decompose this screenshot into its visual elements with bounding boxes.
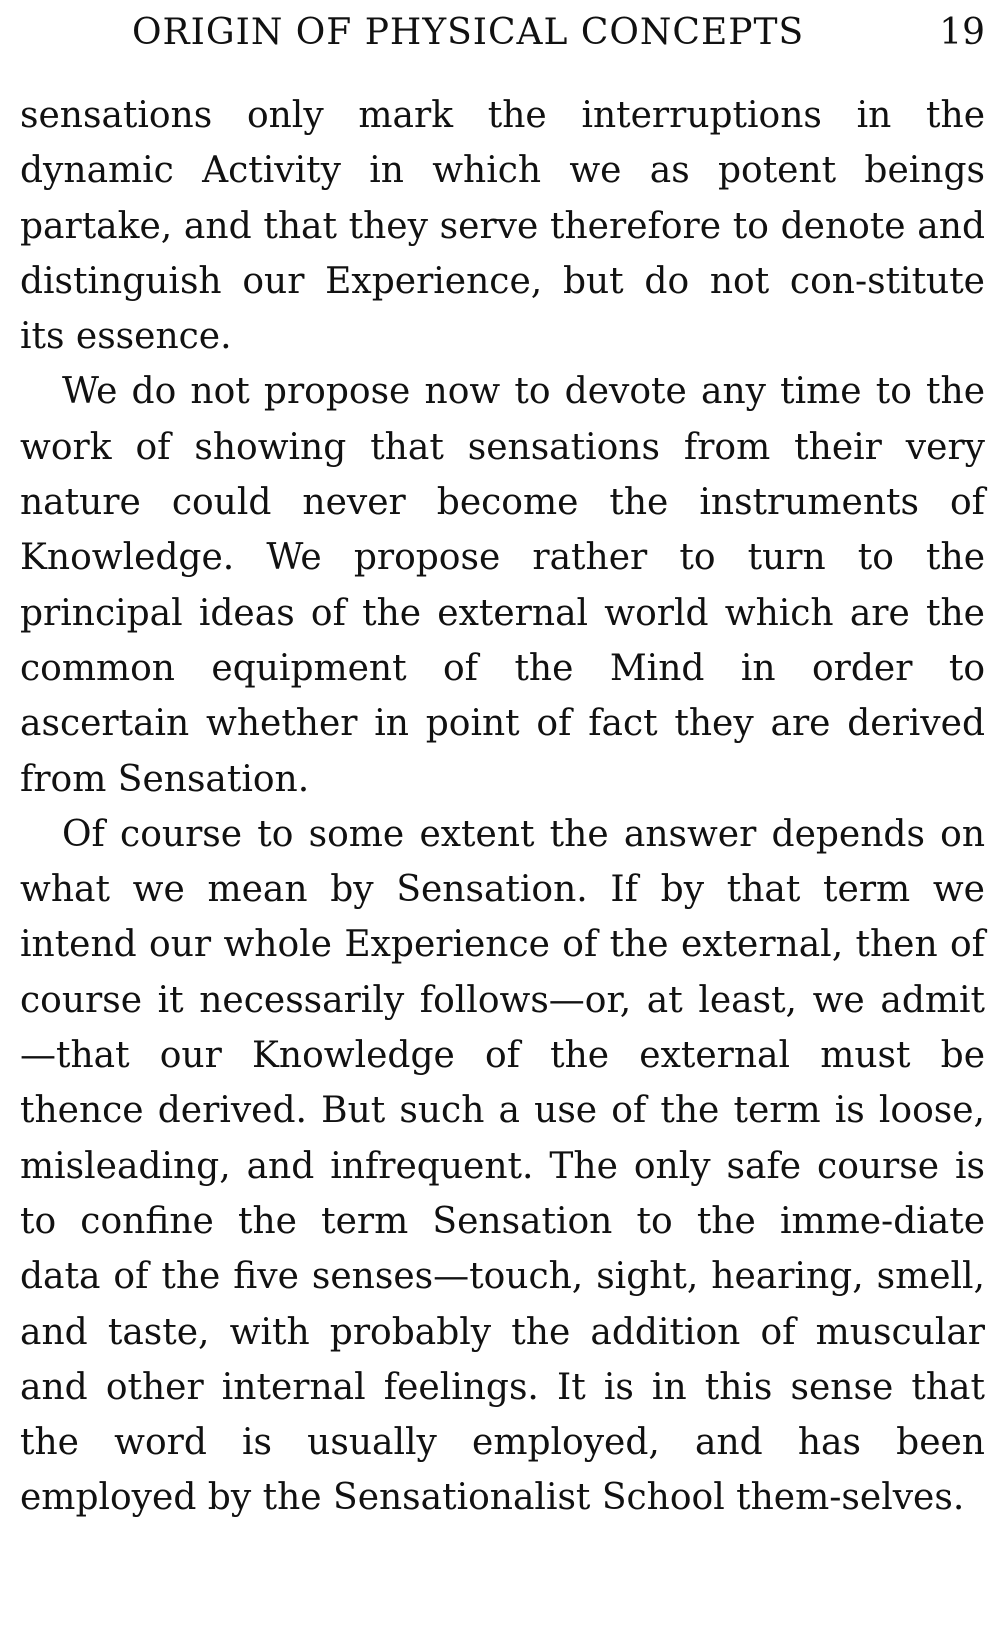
page-header [20, 12, 985, 62]
running-head: ORIGIN OF PHYSICAL CONCEPTS [132, 12, 805, 53]
paragraph-continued: sensations only mark the interruptions in the dynamic Activity in which we as potent beings partake, and that they serve therefore to denote and distinguish our Experience, but do not con-stitute its essence. [20, 95, 985, 358]
body-text [20, 88, 985, 1526]
paragraph: We do not propose now to devote any time to the work of showing that sensations from their very nature could never become the instruments of Knowledge. We propose rather to turn to the principal ideas of the external world which are the common equipment of the Mind in order to ascertain whether in point of fact they are derived from Sensation. [20, 371, 985, 800]
paragraph: Of course to some extent the answer depends on what we mean by Sensation. If by that term we intend our whole Experience of the external, then of course it necessarily follows—or, at least, we admit—that our Knowledge of the external must be thence derived. But such a use of the term is loose, misleading, and infrequent. The only safe course is to confine the term Sensation to the imme-diate data of the five senses—touch, sight, hearing, smell, and taste, with probably the addition of muscular and other internal feelings. It is in this sense that the word is usually employed, and has been employed by the Sensationalist School them-selves. [20, 813, 985, 1519]
page-number: 19 [939, 12, 985, 53]
